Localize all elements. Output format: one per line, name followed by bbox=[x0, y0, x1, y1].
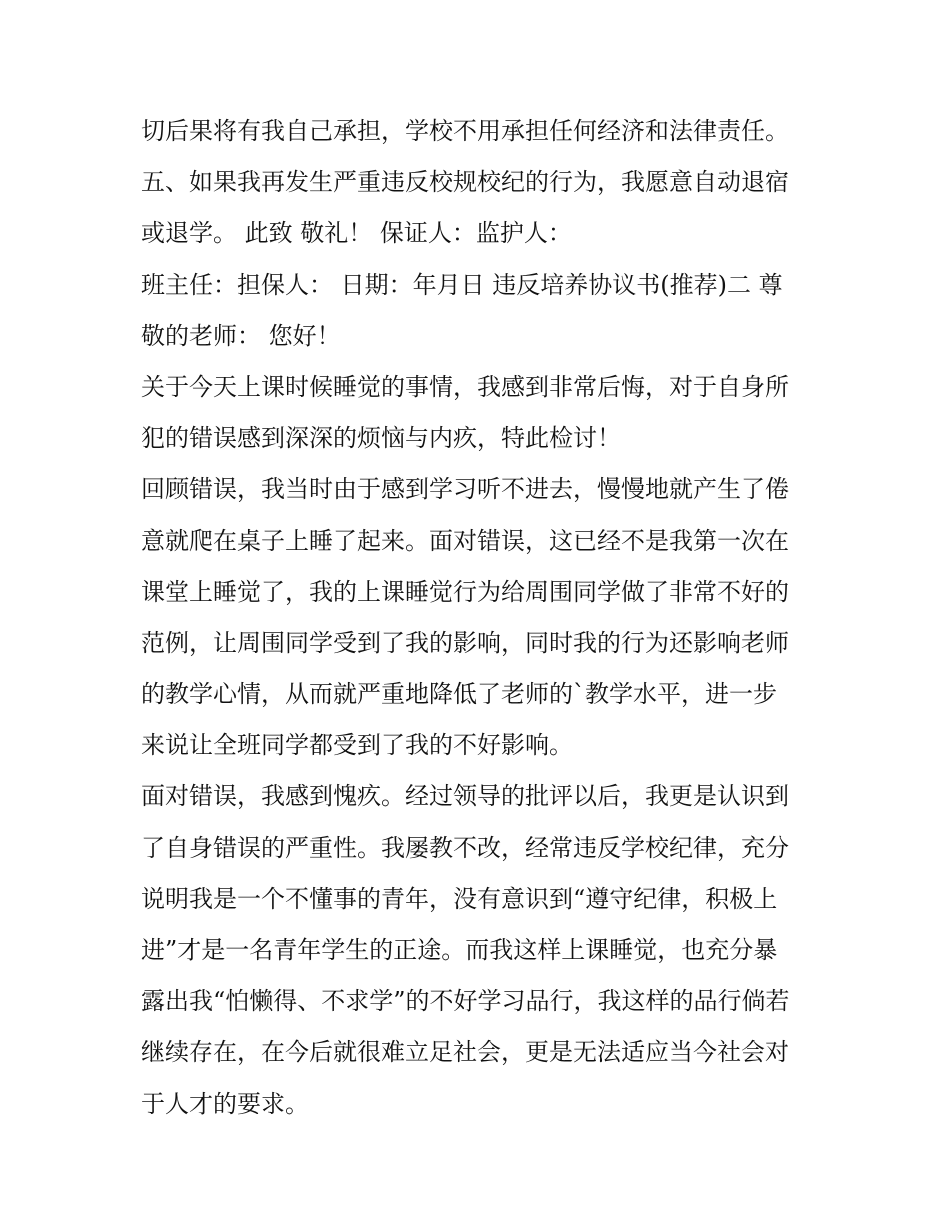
document-body bbox=[141, 106, 831, 1130]
text-line-19: 继续存在，在今后就很难立足社会，更是无法适应当今社会对 bbox=[141, 1038, 789, 1067]
text-line-5: 敬的老师： 您好！ bbox=[141, 321, 341, 350]
text-line-20: 于人才的要求。 bbox=[141, 1089, 309, 1118]
text-line-17: 进”才是一名青年学生的正途。而我这样上课睡觉，也充分暴 bbox=[141, 936, 778, 964]
text-line-4: 班主任：担保人： 日期：年月日 违反培养协议书(推荐)二 尊 bbox=[141, 270, 783, 299]
text-line-2: 五、如果我再发生严重违反校规校纪的行为，我愿意自动退宿 bbox=[141, 168, 789, 197]
text-line-9: 意就爬在桌子上睡了起来。面对错误，这已经不是我第一次在 bbox=[141, 526, 789, 555]
text-line-6: 关于今天上课时候睡觉的事情，我感到非常后悔，对于自身所 bbox=[141, 372, 789, 401]
text-line-10: 课堂上睡觉了，我的上课睡觉行为给周围同学做了非常不好的 bbox=[141, 577, 789, 606]
text-line-1: 切后果将有我自己承担，学校不用承担任何经济和法律责任。 bbox=[141, 117, 789, 145]
text-line-8: 回顾错误，我当时由于感到学习听不进去，慢慢地就产生了倦 bbox=[141, 475, 789, 504]
text-line-13: 来说让全班同学都受到了我的不好影响。 bbox=[141, 731, 573, 760]
text-line-7: 犯的错误感到深深的烦恼与内疚，特此检讨！ bbox=[141, 424, 621, 453]
text-line-12: 的教学心情，从而就严重地降低了老师的`教学水平，进一步 bbox=[141, 680, 777, 709]
text-line-16: 说明我是一个不懂事的青年，没有意识到“遵守纪律，积极上 bbox=[141, 884, 778, 913]
text-line-3: 或退学。 此致 敬礼！ 保证人：监护人： bbox=[141, 219, 572, 248]
text-line-11: 范例，让周围同学受到了我的影响，同时我的行为还影响老师 bbox=[141, 628, 789, 657]
text-line-14: 面对错误，我感到愧疚。经过领导的批评以后，我更是认识到 bbox=[141, 782, 789, 811]
text-line-15: 了自身错误的严重性。我屡教不改，经常违反学校纪律，充分 bbox=[141, 833, 789, 862]
text-line-18: 露出我“怕懒得、不求学”的不好学习品行，我这样的品行倘若 bbox=[141, 987, 790, 1016]
